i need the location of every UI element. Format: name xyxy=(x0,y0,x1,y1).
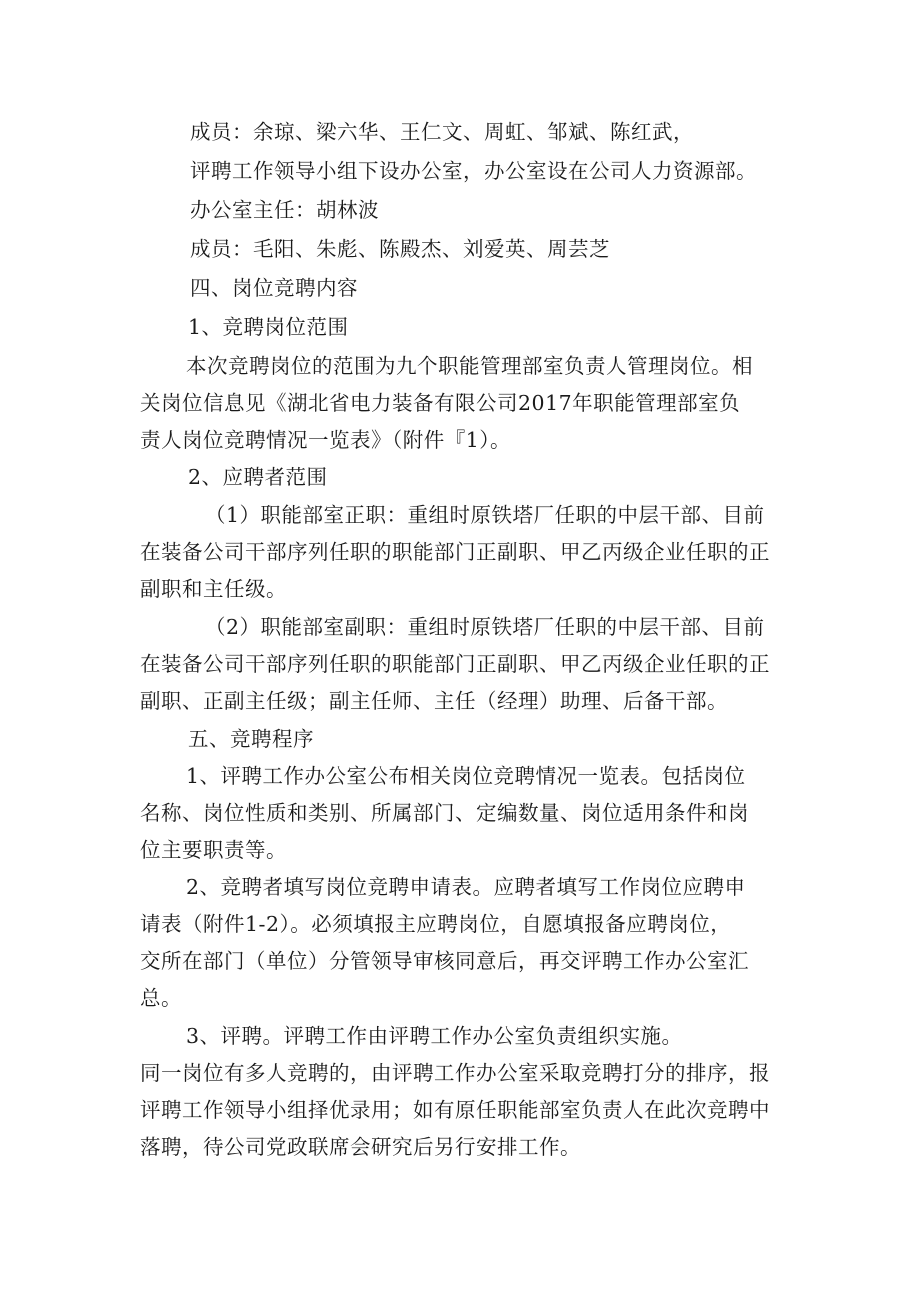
text-line-deputy-2: 在装备公司干部序列任职的职能部门正副职、甲乙丙级企业任职的正 xyxy=(140,652,770,676)
text-line-scope-3: 责人岗位竞聘情况一览表》（附件『1）。 xyxy=(140,428,512,452)
text-line-procedure-2b: 请表（附件1-2）。必须填报主应聘岗位，自愿填报备应聘岗位， xyxy=(140,912,732,936)
text-line-procedure-3a: 3、评聘。评聘工作由评聘工作办公室负责组织实施。 xyxy=(186,1024,683,1048)
text-line-office-setup: 评聘工作领导小组下设办公室，办公室设在公司人力资源部。 xyxy=(190,159,757,183)
text-line-scope-1: 本次竞聘岗位的范围为九个职能管理部室负责人管理岗位。相 xyxy=(186,354,753,378)
text-line-scope-2: 关岗位信息见《湖北省电力装备有限公司2017年职能管理部室负 xyxy=(140,391,741,415)
text-line-procedure-1b: 名称、岗位性质和类别、所属部门、定编数量、岗位适用条件和岗 xyxy=(140,801,749,825)
text-line-procedure-1a: 1、评聘工作办公室公布相关岗位竞聘情况一览表。包括岗位 xyxy=(186,764,746,788)
subheading-applicant-scope: 2、应聘者范围 xyxy=(188,465,328,489)
text-line-chief-1: （1）职能部室正职：重组时原铁塔厂任职的中层干部、目前 xyxy=(205,503,765,527)
text-line-chief-3: 副职和主任级。 xyxy=(140,577,287,601)
text-line-procedure-3d: 落聘，待公司党政联席会研究后另行安排工作。 xyxy=(140,1135,581,1159)
section-heading-four: 四、岗位竞聘内容 xyxy=(190,276,358,300)
text-line-members-2: 成员：毛阳、朱彪、陈殿杰、刘爱英、周芸芝 xyxy=(190,237,610,261)
text-line-procedure-2c: 交所在部门（单位）分管领导审核同意后，再交评聘工作办公室汇 xyxy=(140,949,749,973)
text-line-deputy-3: 副职、正副主任级；副主任师、主任（经理）助理、后备干部。 xyxy=(140,689,728,713)
text-line-chief-2: 在装备公司干部序列任职的职能部门正副职、甲乙丙级企业任职的正 xyxy=(140,540,770,564)
section-heading-five: 五、竞聘程序 xyxy=(188,727,314,751)
text-line-deputy-1: （2）职能部室副职：重组时原铁塔厂任职的中层干部、目前 xyxy=(205,615,765,639)
text-line-procedure-2d: 总。 xyxy=(140,986,182,1010)
subheading-position-scope: 1、竞聘岗位范围 xyxy=(188,315,349,339)
text-line-office-director: 办公室主任：胡林波 xyxy=(190,198,379,222)
text-line-procedure-3c: 评聘工作领导小组择优录用；如有原任职能部室负责人在此次竞聘中 xyxy=(140,1098,770,1122)
text-line-members-1: 成员：余琼、梁六华、王仁文、周虹、邹斌、陈红武， xyxy=(190,120,694,144)
text-line-procedure-2a: 2、竞聘者填写岗位竞聘申请表。应聘者填写工作岗位应聘申 xyxy=(186,875,746,899)
text-line-procedure-1c: 位主要职责等。 xyxy=(140,838,287,862)
text-line-procedure-3b: 同一岗位有多人竞聘的，由评聘工作办公室采取竞聘打分的排序，报 xyxy=(140,1061,770,1085)
